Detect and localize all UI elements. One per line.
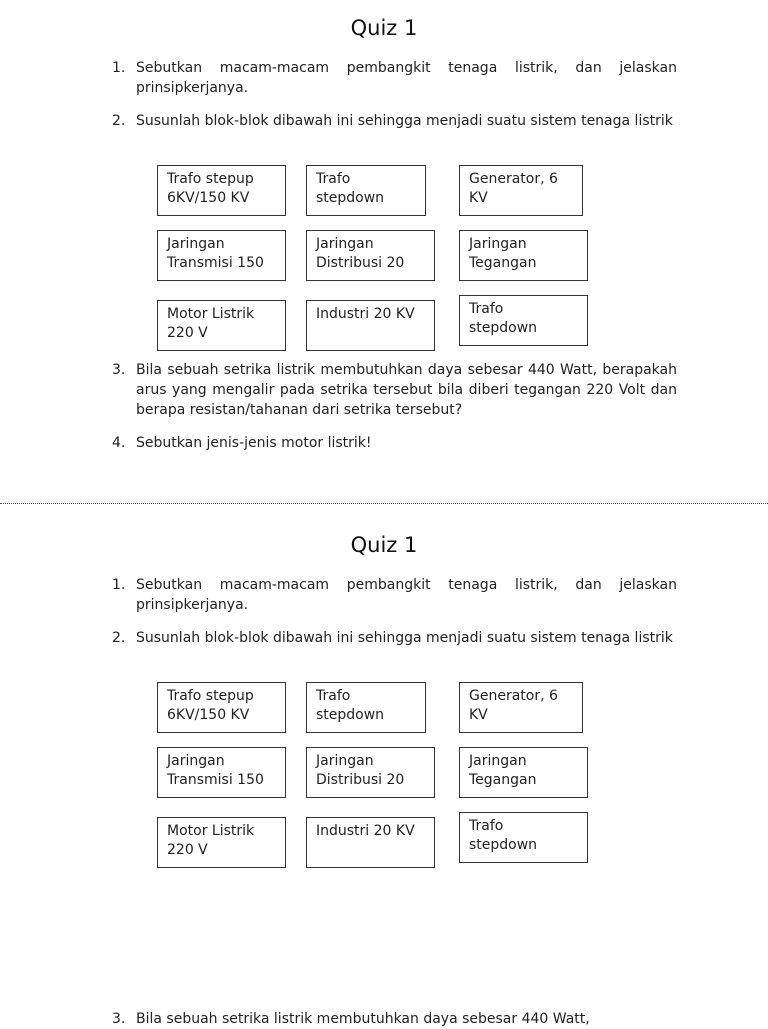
block-label: Generator, 6	[469, 688, 558, 704]
block-label: Trafo	[316, 688, 351, 704]
quiz-title: Quiz 1	[350, 533, 418, 557]
block-label: Trafo stepup	[167, 171, 254, 187]
block-label: stepdown	[316, 707, 385, 723]
block-motor-listrik	[157, 300, 286, 351]
block-label: Industri 20 KV	[316, 306, 415, 322]
block-label: Tegangan	[469, 772, 537, 788]
block-label: Jaringan	[469, 236, 527, 252]
block-trafo-stepdown-2	[459, 812, 588, 863]
block-label: 220 V	[167, 842, 208, 858]
block-label: Jaringan	[316, 753, 374, 769]
block-label: KV	[469, 190, 488, 206]
block-label: 6KV/150 KV	[167, 707, 250, 723]
question-text: Bila sebuah setrika listrik membutuhkan daya sebesar 440 Watt, berapakah arus yang mengalir pada setrika tersebut bila diberi tegangan 220 Volt dan berapa resistan/tahanan dari setrika tersebut?	[136, 362, 677, 418]
block-label: Trafo	[469, 301, 504, 317]
question-number: 1.	[112, 577, 126, 593]
question-text: Sebutkan jenis-jenis motor listrik!	[136, 435, 372, 451]
block-jaringan-tegangan	[459, 230, 588, 281]
block-generator	[459, 165, 583, 216]
block-trafo-stepdown	[306, 165, 426, 216]
block-label: stepdown	[469, 837, 538, 853]
block-motor-listrik	[157, 817, 286, 868]
question-text: Susunlah blok-blok dibawah ini sehingga menjadi suatu sistem tenaga listrik	[136, 113, 673, 129]
question-number: 4.	[112, 435, 126, 451]
question-number: 3.	[112, 1011, 126, 1027]
block-jaringan-transmisi	[157, 230, 286, 281]
question-text: Sebutkan macam-macam pembangkit tenaga listrik, dan jelaskan prinsipkerjanya.	[136, 577, 677, 613]
block-industri	[306, 817, 435, 868]
block-label: KV	[469, 707, 488, 723]
question-text: Susunlah blok-blok dibawah ini sehingga menjadi suatu sistem tenaga listrik	[136, 630, 673, 646]
question-number: 3.	[112, 362, 126, 378]
block-label: 6KV/150 KV	[167, 190, 250, 206]
block-generator	[459, 682, 583, 733]
block-label: Industri 20 KV	[316, 823, 415, 839]
block-label: Jaringan	[316, 236, 374, 252]
block-label: stepdown	[316, 190, 385, 206]
question-number: 1.	[112, 60, 126, 76]
block-label: Tegangan	[469, 255, 537, 271]
block-label: Jaringan	[167, 236, 225, 252]
block-jaringan-distribusi	[306, 747, 435, 798]
quiz-title: Quiz 1	[350, 16, 418, 40]
block-label: stepdown	[469, 320, 538, 336]
block-trafo-stepdown	[306, 682, 426, 733]
question-text: Sebutkan macam-macam pembangkit tenaga listrik, dan jelaskan prinsipkerjanya.	[136, 60, 677, 96]
block-label: 220 V	[167, 325, 208, 341]
block-jaringan-tegangan	[459, 747, 588, 798]
block-label: Motor Listrik	[167, 306, 255, 322]
block-label: Distribusi 20	[316, 772, 405, 788]
question-number: 2.	[112, 113, 126, 129]
block-jaringan-transmisi	[157, 747, 286, 798]
block-label: Jaringan	[469, 753, 527, 769]
block-trafo-stepdown-2	[459, 295, 588, 346]
block-label: Distribusi 20	[316, 255, 405, 271]
block-label: Transmisi 150	[167, 255, 264, 271]
block-trafo-stepup	[157, 165, 286, 216]
block-label: Trafo stepup	[167, 688, 254, 704]
block-label: Jaringan	[167, 753, 225, 769]
block-industri	[306, 300, 435, 351]
page-break-divider	[0, 503, 768, 504]
block-label: Motor Listrik	[167, 823, 255, 839]
question-text: Bila sebuah setrika listrik membutuhkan daya sebesar 440 Watt,	[136, 1011, 590, 1027]
block-label: Transmisi 150	[167, 772, 264, 788]
block-label: Generator, 6	[469, 171, 558, 187]
block-trafo-stepup	[157, 682, 286, 733]
block-label: Trafo	[469, 818, 504, 834]
block-jaringan-distribusi	[306, 230, 435, 281]
block-label: Trafo	[316, 171, 351, 187]
question-number: 2.	[112, 630, 126, 646]
